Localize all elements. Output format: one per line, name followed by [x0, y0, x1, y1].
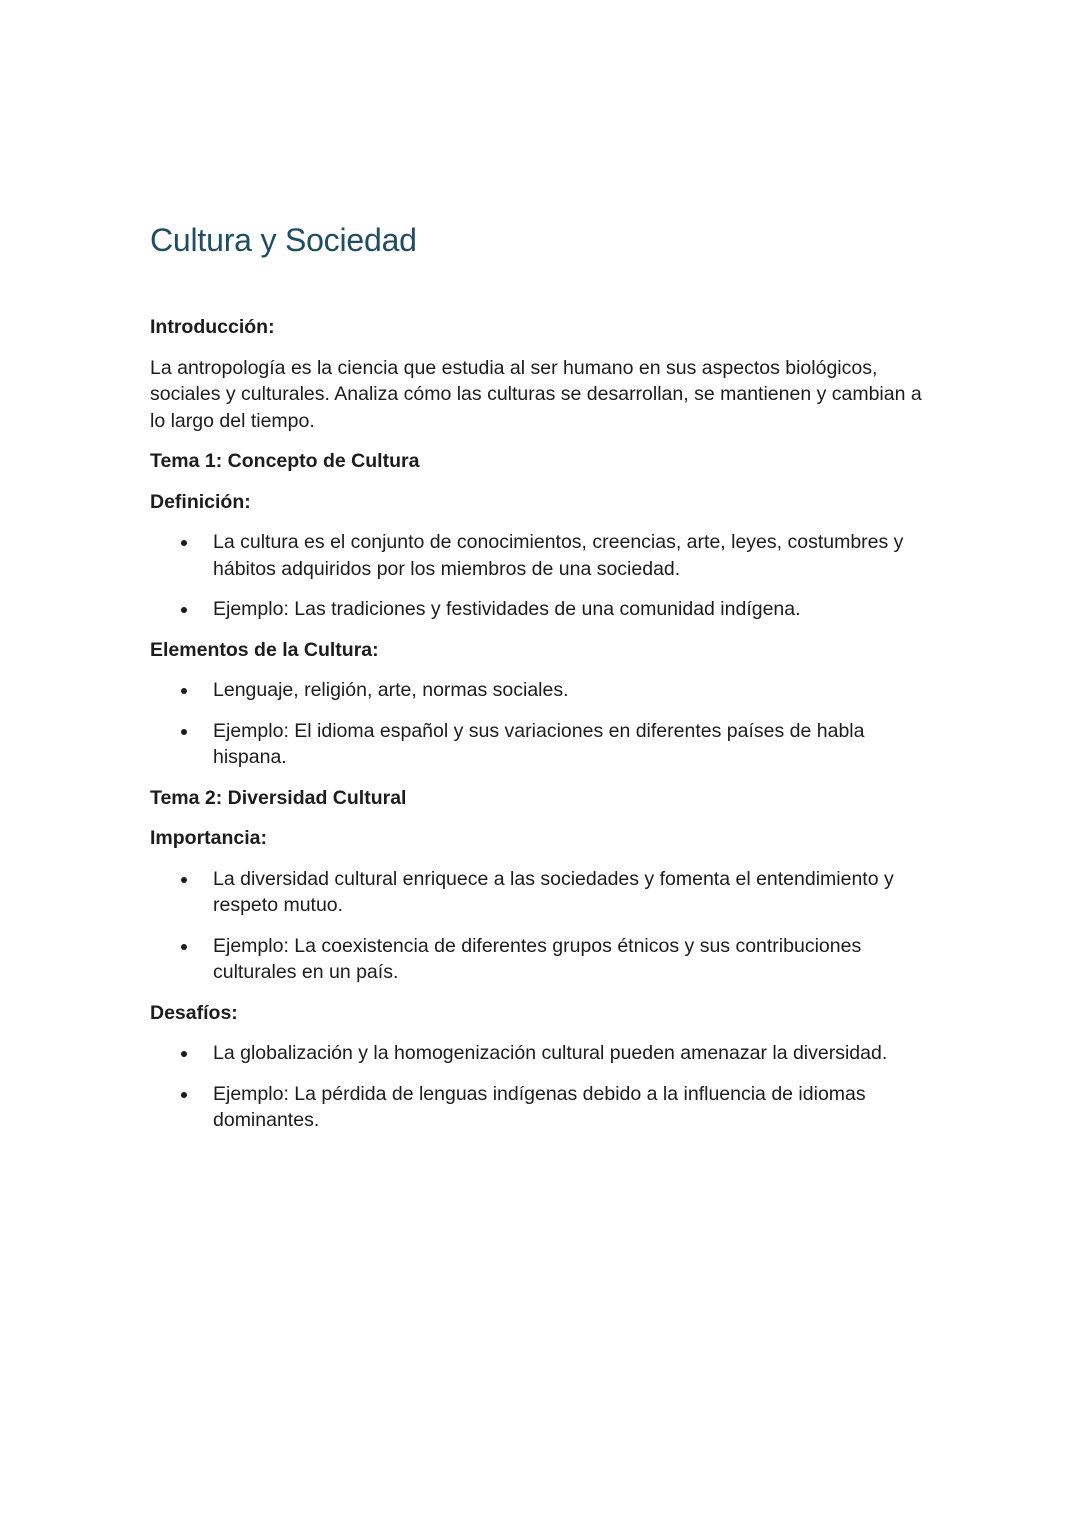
- list-item: [150, 933, 940, 986]
- list-item-text: Ejemplo: El idioma español y sus variaciones en diferentes países de habla hispana.: [213, 719, 865, 768]
- document-body: [150, 314, 940, 1148]
- elementos-list: [150, 677, 940, 771]
- list-item: [150, 596, 940, 623]
- desafios-heading: Desafíos:: [150, 1001, 238, 1024]
- bullet-icon: [181, 607, 187, 613]
- list-item: [150, 718, 940, 771]
- tema1-heading: Tema 1: Concepto de Cultura: [150, 450, 420, 472]
- intro-paragraph: La antropología es la ciencia que estudia al ser humano en sus aspectos biológicos, sociales y culturales. Analiza cómo las culturas se desarrollan, se mantienen y cambian a lo largo del tiempo.: [150, 356, 922, 432]
- bullet-icon: [181, 540, 187, 546]
- list-item-text: La diversidad cultural enriquece a las sociedades y fomenta el entendimiento y respeto mutuo.: [213, 867, 894, 916]
- bullet-icon: [181, 729, 187, 735]
- list-item-text: La cultura es el conjunto de conocimientos, creencias, arte, leyes, costumbres y hábitos adquiridos por los miembros de una sociedad.: [213, 531, 904, 580]
- definicion-list: [150, 529, 940, 623]
- list-item: [150, 866, 940, 919]
- bullet-icon: [181, 877, 187, 883]
- bullet-icon: [181, 688, 187, 694]
- desafios-list: [150, 1040, 940, 1134]
- document-title: Cultura y Sociedad: [150, 222, 417, 258]
- list-item: [150, 1081, 940, 1134]
- list-item: [150, 529, 940, 582]
- list-item: [150, 677, 940, 704]
- importancia-heading: Importancia:: [150, 827, 268, 849]
- list-item-text: Lenguaje, religión, arte, normas sociales.: [213, 679, 569, 701]
- list-item-text: Ejemplo: La pérdida de lenguas indígenas debido a la influencia de idiomas dominantes.: [213, 1082, 866, 1131]
- elementos-heading: Elementos de la Cultura:: [150, 638, 379, 661]
- bullet-icon: [181, 1051, 187, 1057]
- bullet-icon: [181, 944, 187, 950]
- list-item: [150, 1040, 940, 1067]
- tema2-heading: Tema 2: Diversidad Cultural: [150, 786, 407, 809]
- definicion-heading: Definición:: [150, 490, 251, 513]
- bullet-icon: [181, 1092, 187, 1098]
- list-item-text: La globalización y la homogenización cultural pueden amenazar la diversidad.: [213, 1042, 888, 1064]
- list-item-text: Ejemplo: Las tradiciones y festividades de una comunidad indígena.: [213, 598, 801, 620]
- importancia-list: [150, 866, 940, 986]
- list-item-text: Ejemplo: La coexistencia de diferentes grupos étnicos y sus contribuciones culturales en un país.: [213, 934, 862, 983]
- intro-heading: Introducción:: [150, 316, 275, 338]
